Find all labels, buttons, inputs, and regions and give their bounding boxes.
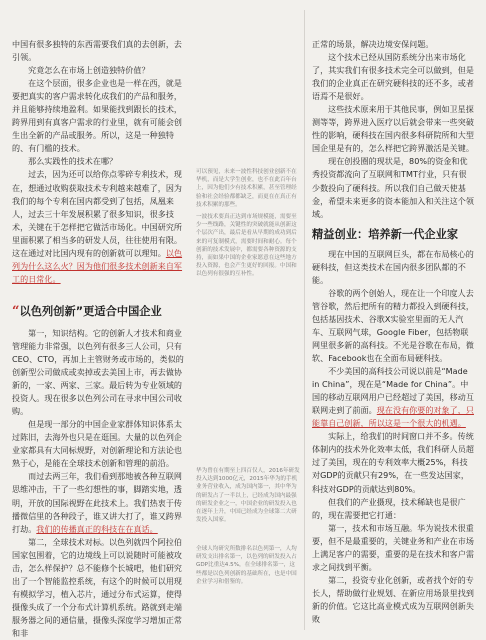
paragraph: 但是现一部分的中国企业家群体知识体系太过陈旧，去海外也只是在逛国。大量的以色列企业家都具有大同标规野，对创新理论和方法论也熟于心，是能在全球技术创新和管理的前沿。 [12, 420, 183, 469]
quote-mark-icon: “ [12, 303, 20, 319]
paragraph: 现在创投圈的现状是，80%的资金和优秀投资都流向了互联网和TMT行业，只有很少数投向了硬科技。所以我们自己做天使基金，希望未来更多的资本能加入和关注这个领域。 [312, 157, 474, 219]
paragraph [312, 365, 474, 430]
paragraph [12, 168, 184, 285]
section-heading-text: 以色列创新”更适合中国企业 [19, 304, 162, 318]
paragraph-text: 而过去两三年，我们看到那地被各种互联网思维冲击，干了一些幻想性的事，脚踏实地，透明，开放的国际视野在此技术上。我们热衷于传播微信里的各种段子，谁又讲大打了，谁又跨界打劫。 [12, 472, 183, 534]
column-divider [304, 10, 305, 630]
paragraph: 第一，技术和市场互融。华为说技术很重要，但不是最重要的，关键业务和产业在市场上满足客户的需要，重要的是在技术和客户需求之间找到平衡。 [312, 523, 474, 572]
paragraph-text: 不少美国的高科技公司说以前是“Made in China”，现在是“Made for China”。中国的移动互联网用户已经超过了美国，移动互联网走到了前面。 [312, 367, 474, 416]
paragraph: 究竟怎么在市场上创造独特价值？ [28, 66, 150, 76]
paragraph [12, 470, 184, 535]
paragraph: 这个技术已经从国防系统分出来市场化了，其实我们有很多技术完全可以做到，但是我们的企业真正在研究硬科技的还不多，或者语焉不是很好。 [312, 53, 474, 102]
paragraph: 谷歌的两个创始人，现在让一个印度人去管谷歌，然后把所有的精力都投入到硬科技，包括基因技术、谷歌X实验室里面的无人汽车、互联网气球，Google Fiber，包括物联网里很多新的高科技。不光是谷歌在布局，微软、Facebook也在全面布局硬科技。 [312, 288, 474, 364]
paragraph: 但我们的产业摄现，技术稀缺也是很广的，现在需要把它打通： [312, 497, 466, 520]
paragraph: 中国有很多独特的东西需要我们真的去创新，去引领。 [12, 40, 183, 63]
paragraph: 实际上，给我们的时间窗口并不多。传统体制内的技术外化效率太低，我们科研人员超过了美国，现在的专利效率大概25%，科技对GDP的贡献只有29%，在一些发达国家，科技对GDP的贡献达到80%。 [312, 432, 474, 494]
sidebar-note-middle [196, 467, 300, 524]
sidebar-note-text: 一波技术要真正达到市场规模能，需要至少一些线路，关键性的突破就能从创新这个层次产出，最后是看从早期的成功到后来的可复制模式，需要时间和耐心。每个创新的技术发展中，都需要各种资源的支持，而如果中国的企业家愿意在这些地方投入资源，也会产生更好的回报。中国和以色列有很强的互补性。 [196, 214, 297, 278]
paragraph: 第一，知识结构。它的创新人才技术和商业管理能力非常强，以色列有很多三人公司，只有CEO、CTO，再加上主管财务或市场的，类似的创新型公司做成或卖掉或去美国上市，再去做协新的，一家、两家、三家。最后转为专业领域的投资人。现在很多以色列公司在寻求中国公司收购。 [12, 328, 184, 417]
section-heading: 精益创业：培养新一代企业家 [312, 227, 459, 241]
paragraph: 第二，全球技术对标。以色列就四个阿拉伯国家包围着，它的边境线上可以说随时可能被攻击，怎么样保护？总不能修个长城吧，他们研究出了一个智能监控系统，有这个的时候可以用现有模拟学习，植入芯片，通过分布式运算，使得摄像头成了一个分布式计算机系统。路就到走端服务器之间的通信量，摄像头深度学习增加正常和非 [12, 537, 183, 638]
left-column [12, 38, 184, 640]
right-column [312, 38, 474, 626]
paragraph: 那么实践性的技术在哪？ [28, 157, 118, 167]
sidebar-note-top [196, 168, 300, 279]
sidebar-note-text: 可以预见，未来一波性科技创业创新不在华机，而是大学生创业，也不在此百年台上，因为他们少有技术积累，甚至管理经验和社会经验都都缺乏，而更在在真正有技术积累的那些。 [196, 169, 297, 208]
paragraph: 这些技术原来用于其他民事，例如卫星探测等等，跨界进入医疗以后就会带来一些突破性的影响，硬科技在国内很多科研院所和大型国企里是有的，怎么样把它跨界激活是关键。 [312, 105, 474, 154]
sidebar-note-text: 华为曾在有期至上四百仅人，2016年研发投入达到1000亿元，2015年华为的手机业务营业收入，成为国内第一，其中华为的研发占了一半以上，已经成为国内最强的研发企业之一，中国企业的研发投入也在逐年上升，中国已经成为全球第二大研发投入国家。 [196, 468, 300, 524]
paragraph: 正常的场景，解决边境安保问题。 [312, 40, 434, 49]
paragraph: 第二，投资专业化创新，或者找个好的专长人，帮助做行业规划、在新应用场景里找到新的价值。它这比高业模式成为互联网创新失败 [312, 575, 474, 624]
paragraph-text: 过去，因为还可以给你点零碎专利技术，现在，想通过收购获取技术专利越来越难了，因为我们的每个专利在国内都受到了包括，凤凰来人，过去三十年发展积累了很多知识，很多技术，关键在于怎样把它做活市场化。中国研究所里面积累了相当多的研发人员，往往使用有限。这在通过对比国内现有的创新就可以理知。 [12, 170, 183, 258]
paragraph: 现在中国的互联网巨头，都在布局核心的硬科技，但这类技术在国内很多团队都的不能。 [312, 249, 474, 285]
section-heading [12, 304, 184, 319]
highlighted-text: 以色列为什么这么火？因为他们很多技术创新来自军工的日常化。 [12, 248, 183, 284]
sidebar-note-text: 全球人均研究所数排名以色列第一，人均研发支出排名第一，以色列的研发投入占GDP比重达4.5%，在全球排名第一，这些都是以色列创新的基础所在，也是中国企业学习和借鉴的。 [196, 546, 297, 585]
paragraph: 在这个层面，很多企业也是一样在西，就是要把真实的客户需求转化成我们的产品和服务，并且能够持续地盈利。如果能找到跟长的技术，跨界用到有真客户需求的行业里，就有可能会创生出全新的产品或服务。所以，这是一种独特的、有门槛的技术。 [12, 79, 183, 154]
highlighted-text: 现在没有你要的对象了，只能靠自己创新，所以这是一个很大的机遇。 [312, 406, 474, 429]
sidebar-note-bottom [196, 545, 300, 586]
highlighted-text: 我们的传播真正的科技在在真话。 [36, 524, 158, 534]
